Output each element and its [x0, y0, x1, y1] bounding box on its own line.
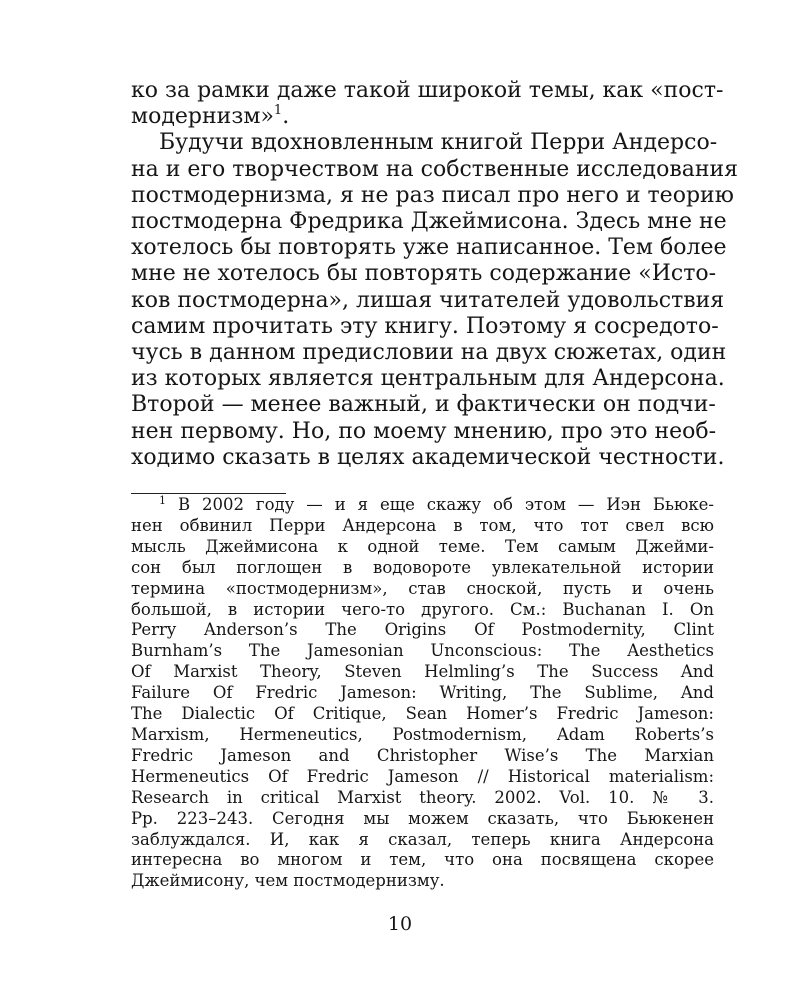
text-line: на и его творчеством на собственные исследования [131, 156, 739, 182]
footnote-line: Marxism, Hermeneutics, Postmodernism, Adam Roberts’s [131, 724, 714, 744]
text-line: постмодернизма, я не раз писал про него и теорию [131, 182, 734, 208]
text-line: модернизм»$^1$. [131, 103, 290, 130]
footnote-line: интересна во многом и тем, что она посвящена скорее [131, 850, 714, 870]
text-line: Второй — менее важный, и фактически он подчи- [131, 392, 716, 418]
footnote-line: сон был поглощен в водовороте увлекательной истории [131, 557, 714, 577]
footnote-line: $^1$ В 2002 году — и я еще скажу об этом — Иэн Бьюке- [159, 494, 714, 514]
text-line: постмодерна Фредрика Джеймисона. Здесь мне не [131, 209, 727, 235]
footnote-divider [131, 493, 286, 494]
text-line: мне не хотелось бы повторять содержание «Исто- [131, 261, 717, 287]
footnote [131, 495, 714, 892]
footnote-line: большой, в истории чего-то другого. См.: Buchanan I. On [131, 599, 714, 619]
text-line: ко за рамки даже такой широкой темы, как «пост- [131, 78, 724, 103]
footnote-line: Burnham’s The Jamesonian Unconscious: The Aesthetics [131, 641, 714, 661]
footnote-line: Fredric Jameson and Christopher Wise’s The Marxian [131, 745, 714, 765]
text-line: самим прочитать эту книгу. Поэтому я сосредото- [131, 313, 719, 339]
footnote-line: Hermeneutics Of Fredric Jameson // Historical materialism: [131, 766, 714, 786]
footnote-line: заблуждался. И, как я сказал, теперь книга Андерсона [131, 829, 714, 849]
footnote-line: Perry Anderson’s The Origins Of Postmodernity, Clint [131, 620, 714, 640]
footnote-line: Pp. 223–243. Сегодня мы можем сказать, что Бьюкенен [131, 808, 714, 828]
text-line: из которых является центральным для Андерсона. [131, 366, 725, 392]
footnote-line: Failure Of Fredric Jameson: Writing, The Sublime, And [131, 683, 714, 703]
footnote-line: термина «постмодернизм», став сноской, пусть и очень [131, 578, 714, 598]
text-line: чусь в данном предисловии на двух сюжетах, один [131, 340, 727, 366]
page-number: 10 [387, 913, 413, 935]
footnote-line: мысль Джеймисона к одной теме. Тем самым Джейми- [131, 536, 714, 556]
footnote-line: Research in critical Marxist theory. 2002. Vol. 10. № 3. [131, 787, 714, 807]
footnote-marker: 1 [159, 494, 166, 507]
footnote-line: Джеймисону, чем постмодернизму. [131, 871, 445, 891]
text-line: хотелось бы повторять уже написанное. Тем более [131, 235, 727, 261]
footnote-line: Of Marxist Theory, Steven Helmling’s The Success And [131, 662, 714, 682]
text-line: нен первому. Но, по моему мнению, про это необ- [131, 418, 717, 444]
footnote-line: нен обвинил Перри Андерсона в том, что тот свел всю [131, 515, 714, 535]
footnote-reference: 1 [273, 103, 283, 119]
text-line: ков постмодерна», лишая читателей удовольствия [131, 287, 725, 313]
text-line: ходимо сказать в целях академической честности. [131, 444, 725, 470]
text-line: Будучи вдохновленным книгой Перри Андерсо- [159, 130, 718, 156]
footnote-line: The Dialectic Of Critique, Sean Homer’s Fredric Jameson: [131, 704, 714, 724]
body-text [131, 78, 739, 471]
